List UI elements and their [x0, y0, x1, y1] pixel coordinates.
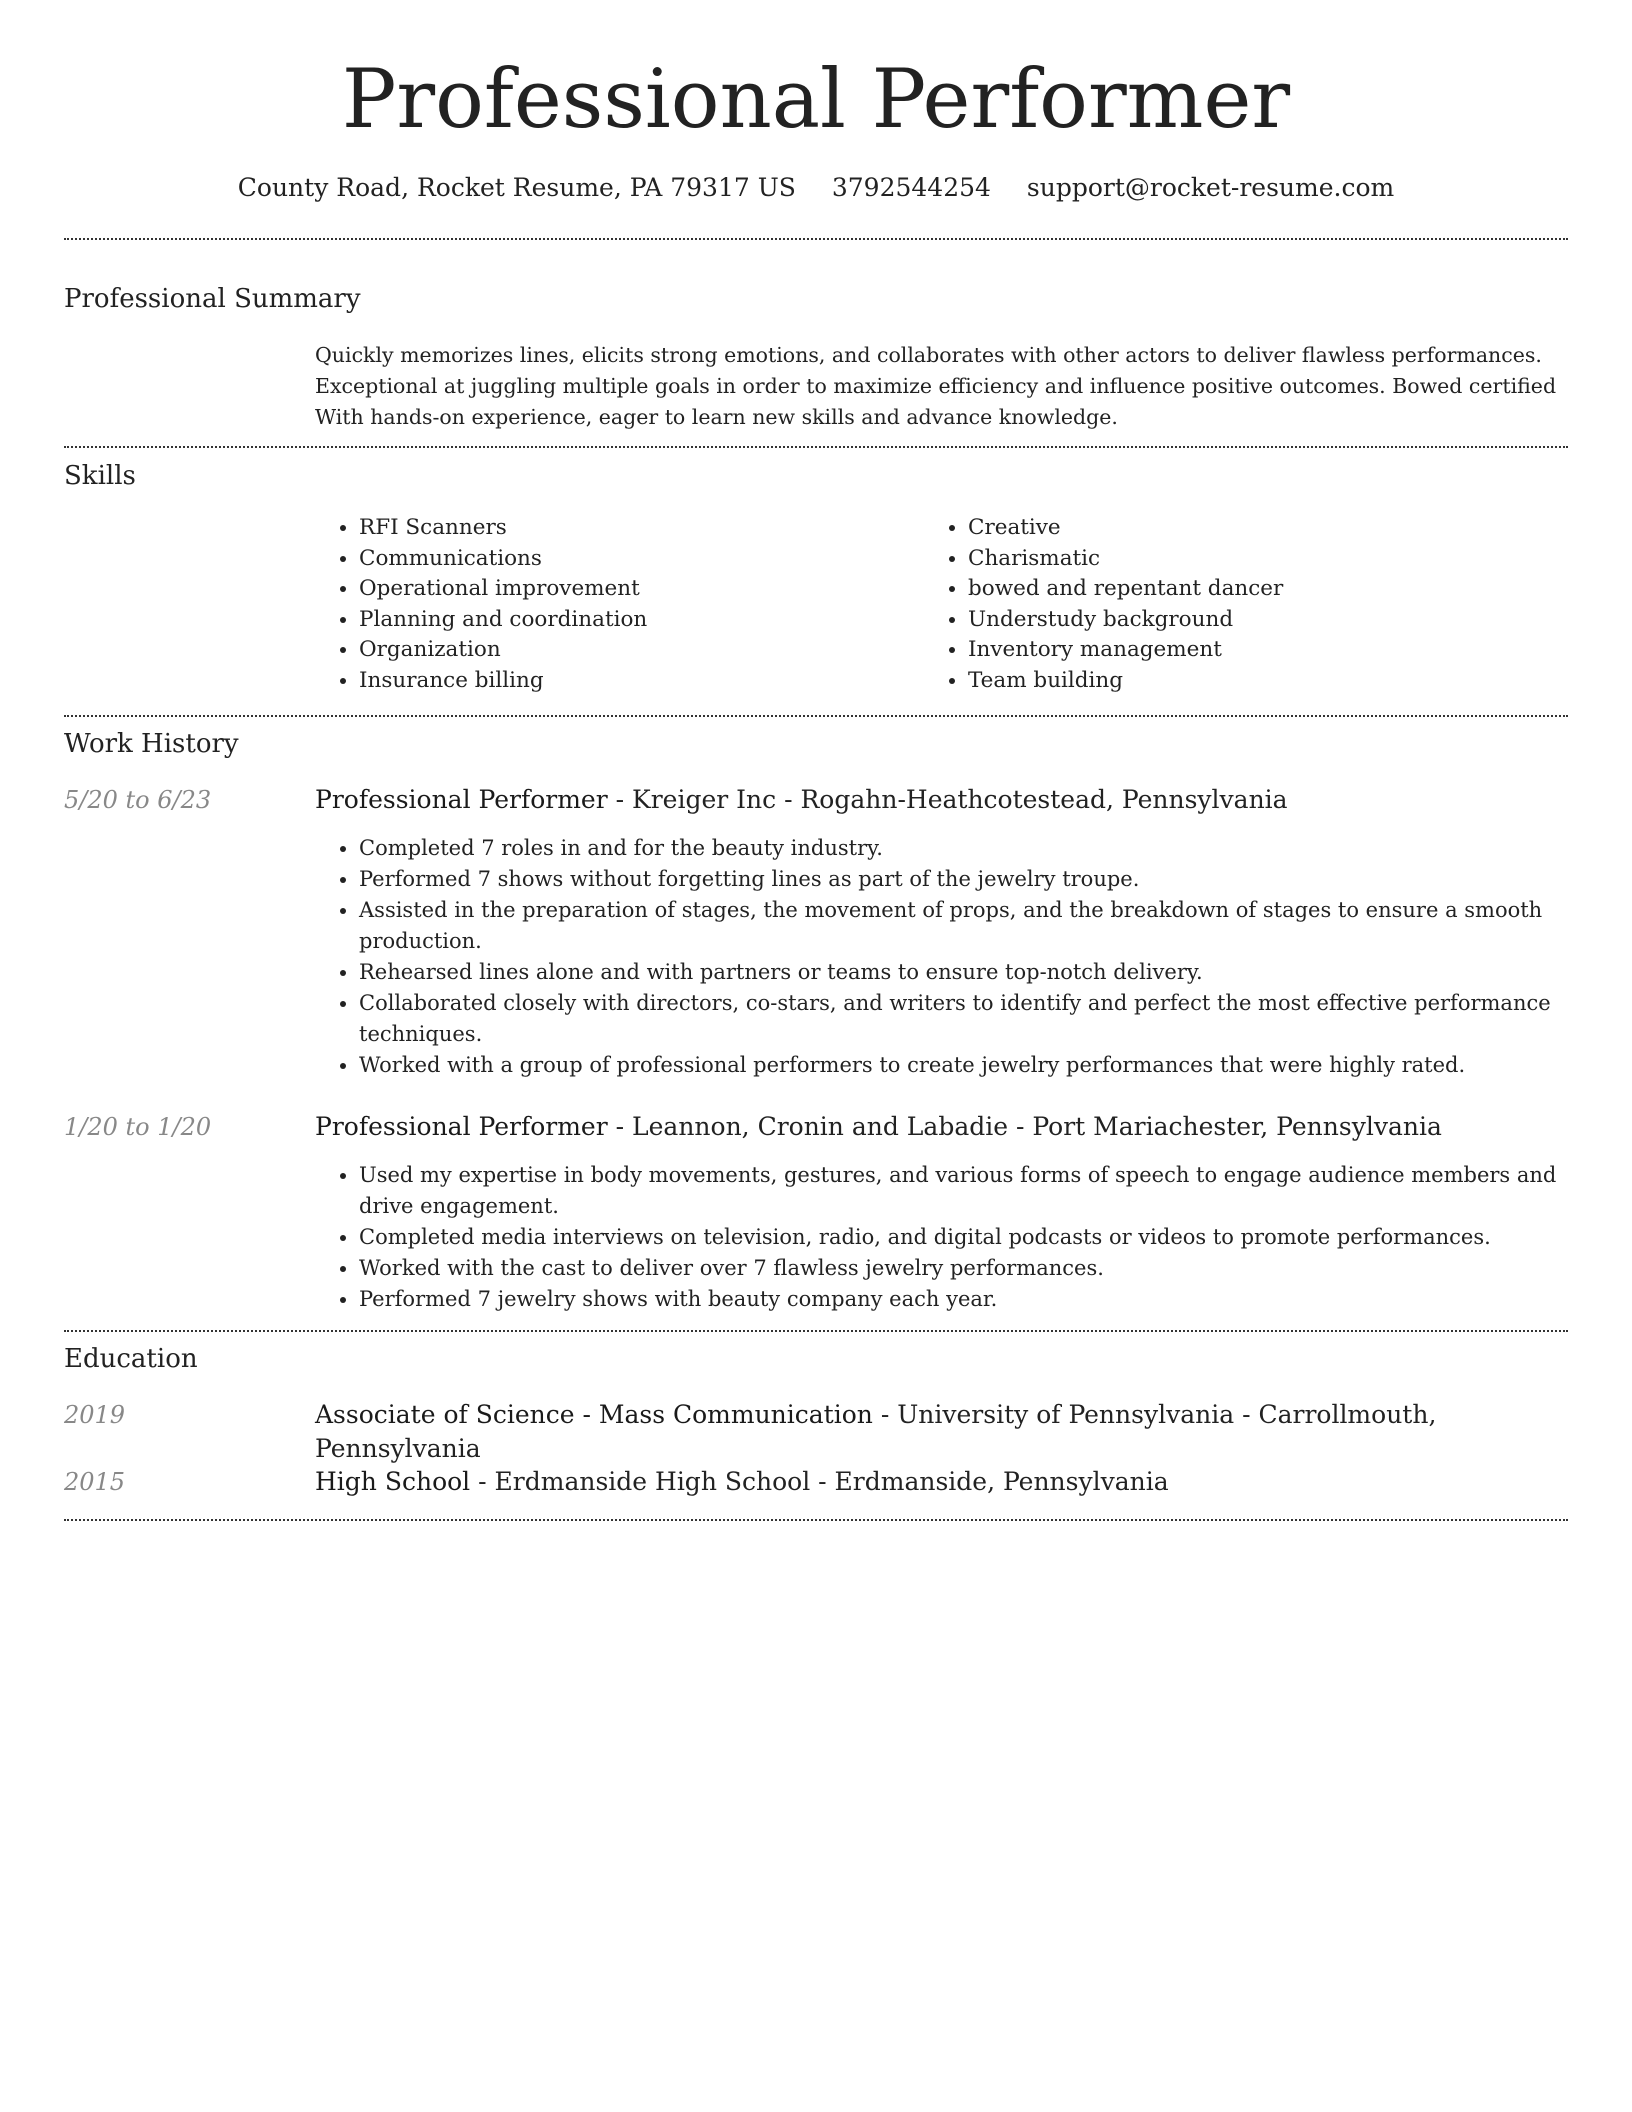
education-year: 2019	[64, 1401, 126, 1429]
job-title: Professional Performer	[315, 1112, 608, 1141]
skill-item: • Inventory management	[968, 635, 1568, 666]
job-bullets	[315, 833, 1565, 1081]
job-heading	[315, 1110, 1575, 1144]
education-heading	[315, 1465, 1575, 1499]
job-bullet: • Used my expertise in body movements, gestures, and various forms of speech to engage audience members and drive engagement.	[359, 1160, 1565, 1222]
skill-item: • bowed and repentant dancer	[968, 574, 1568, 605]
education-year: 2015	[64, 1468, 126, 1496]
job-bullets	[315, 1160, 1565, 1315]
skill-item: • RFI Scanners	[359, 513, 959, 544]
section-title-education: Education	[64, 1344, 198, 1374]
education-degree: High School	[315, 1467, 471, 1496]
job-employer: - Leannon, Cronin and Labadie - Port Mariachester, Pennsylvania	[607, 1112, 1442, 1141]
job-bullet: • Completed media interviews on television, radio, and digital podcasts or videos to promote performances.	[359, 1222, 1565, 1253]
candidate-name: Professional Performer	[341, 53, 1291, 147]
summary-text: Quickly memorizes lines, elicits strong emotions, and collaborates with other actors to deliver flawless performances. Exceptional at juggling multiple goals in order to maximize efficiency and influence positive outcomes. Bowed certified With hands-on experience, eager to learn new skills and advance knowledge.	[315, 343, 1557, 429]
skill-item: • Planning and coordination	[359, 605, 959, 636]
divider	[64, 1330, 1568, 1332]
section-title-work: Work History	[64, 729, 239, 759]
address: County Road, Rocket Resume, PA 79317 US	[237, 173, 796, 202]
divider	[64, 1519, 1568, 1521]
job-bullet: • Performed 7 shows without forgetting lines as part of the jewelry troupe.	[359, 864, 1565, 895]
job-bullet: • Assisted in the preparation of stages, the movement of props, and the breakdown of stages to ensure a smooth production.	[359, 895, 1565, 957]
divider	[64, 715, 1568, 717]
job-bullet: • Completed 7 roles in and for the beauty industry.	[359, 833, 1565, 864]
skill-item: • Insurance billing	[359, 666, 959, 697]
job-bullet: • Worked with a group of professional performers to create jewelry performances that were highly rated.	[359, 1050, 1565, 1081]
education-school: - University of Pennsylvania - Carrollmouth, Pennsylvania	[315, 1400, 1437, 1463]
skill-item: • Creative	[968, 513, 1568, 544]
skill-item: • Communications	[359, 544, 959, 575]
skills-list-left	[315, 513, 959, 697]
skill-item: • Charismatic	[968, 544, 1568, 575]
phone: 3792544254	[831, 173, 991, 202]
education-degree: Associate of Science - Mass Communication	[315, 1400, 873, 1429]
job-bullet: • Collaborated closely with directors, co-stars, and writers to identify and perfect the most effective performance techniques.	[359, 988, 1565, 1050]
skill-item: • Organization	[359, 635, 959, 666]
divider	[64, 238, 1568, 240]
section-title-skills: Skills	[64, 461, 136, 491]
job-bullet: • Worked with the cast to deliver over 7 flawless jewelry performances.	[359, 1253, 1565, 1284]
skill-item: • Operational improvement	[359, 574, 959, 605]
education-heading	[315, 1398, 1575, 1466]
divider	[64, 446, 1568, 448]
skills-list-right	[924, 513, 1568, 697]
section-title-summary: Professional Summary	[64, 284, 361, 314]
skill-item: • Team building	[968, 666, 1568, 697]
job-bullet: • Performed 7 jewelry shows with beauty company each year.	[359, 1284, 1565, 1315]
job-heading	[315, 783, 1575, 817]
skill-item: • Understudy background	[968, 605, 1568, 636]
job-title: Professional Performer	[315, 785, 608, 814]
contact-line	[0, 170, 1632, 206]
job-dates: 5/20 to 6/23	[64, 786, 212, 814]
job-employer: - Kreiger Inc - Rogahn-Heathcotestead, Pennsylvania	[607, 785, 1288, 814]
email: support@rocket-resume.com	[1026, 173, 1395, 202]
job-bullet: • Rehearsed lines alone and with partners or teams to ensure top-notch delivery.	[359, 957, 1565, 988]
education-school: - Erdmanside High School - Erdmanside, Pennsylvania	[470, 1467, 1169, 1496]
job-dates: 1/20 to 1/20	[64, 1113, 212, 1141]
